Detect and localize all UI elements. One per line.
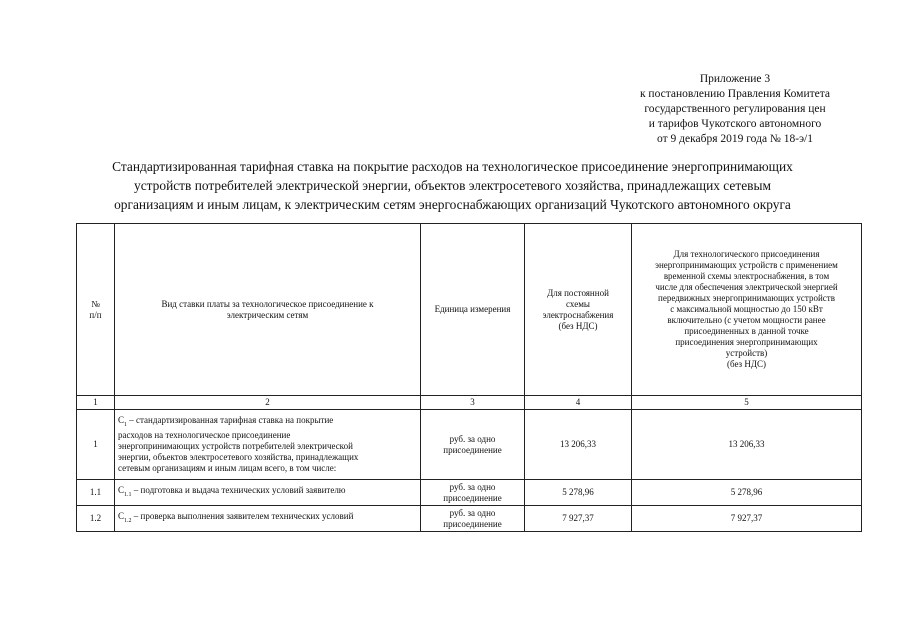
column-number: 1 bbox=[77, 396, 115, 410]
header-permanent-scheme: Для постоянной схемы электроснабжения (без НДС) bbox=[525, 224, 632, 396]
appendix-line: к постановлению Правления Комитета bbox=[639, 88, 831, 100]
column-number-row bbox=[77, 396, 862, 410]
appendix-line: и тарифов Чукотского автономного bbox=[648, 118, 822, 130]
tariff-table bbox=[76, 223, 862, 532]
row-temporary-value: 5 278,96 bbox=[632, 480, 862, 506]
row-unit: руб. за одно присоединение bbox=[421, 480, 525, 506]
row-num: 1.1 bbox=[77, 480, 115, 506]
row-temporary-value: 13 206,33 bbox=[632, 410, 862, 480]
row-permanent-value: 5 278,96 bbox=[525, 480, 632, 506]
title-line: Стандартизированная тарифная ставка на покрытие расходов на технологическое присоединение энергопринимающих bbox=[112, 159, 793, 174]
row-description: $С_{1.1}$ – подготовка и выдача технических условий заявителю bbox=[115, 480, 421, 506]
title-line: устройств потребителей электрической энергии, объектов электросетевого хозяйства, принадлежащих сетевым bbox=[134, 178, 771, 193]
column-number: 3 bbox=[421, 396, 525, 410]
title-line: организациям и иным лицам, к электрическим сетям энергоснабжающих организаций Чукотского автономного округа bbox=[114, 197, 791, 212]
appendix-date: от 9 декабря 2019 года № 18-э/1 bbox=[657, 133, 813, 145]
row-permanent-value: 13 206,33 bbox=[525, 410, 632, 480]
row-unit: руб. за одно присоединение bbox=[421, 506, 525, 532]
row-description: $С_{1.2}$ – проверка выполнения заявителем технических условий bbox=[115, 506, 421, 532]
column-number: 5 bbox=[632, 396, 862, 410]
header-unit: Единица измерения bbox=[421, 224, 525, 396]
header-temporary-scheme: Для технологического присоединения энергопринимающих устройств с применением временной схемы электроснабжения, в том числе для обеспечения электрической энергией передвижных энергопринимающих устройств с максимальной мощностью до 150 кВт включительно (с учетом мощности ранее присоединенных в данной точке присоединения энергопринимающих устройств) (без НДС) bbox=[632, 224, 862, 396]
header-rate-type: Вид ставки платы за технологическое присоединение к электрическим сетям bbox=[115, 224, 421, 396]
row-temporary-value: 7 927,37 bbox=[632, 506, 862, 532]
column-number: 4 bbox=[525, 396, 632, 410]
row-num: 1 bbox=[77, 410, 115, 480]
document-title bbox=[40, 157, 865, 214]
header-num: № п/п bbox=[77, 224, 115, 396]
row-description: $С_1$ – стандартизированная тарифная ставка на покрытие расходов на технологическое присоединение энергопринимающих устройств потребителей электрической энергии, объектов электросетевого хозяйства, принадлежащих сетевым организациям и иным лицам всего, в том числе: bbox=[115, 410, 421, 480]
column-number: 2 bbox=[115, 396, 421, 410]
row-permanent-value: 7 927,37 bbox=[525, 506, 632, 532]
appendix-line: государственного регулирования цен bbox=[644, 103, 826, 115]
table-row bbox=[77, 506, 862, 532]
table-row bbox=[77, 410, 862, 480]
row-unit: руб. за одно присоединение bbox=[421, 410, 525, 480]
appendix-number: Приложение 3 bbox=[699, 73, 771, 85]
row-num: 1.2 bbox=[77, 506, 115, 532]
table-row bbox=[77, 480, 862, 506]
table-header-row bbox=[77, 224, 862, 396]
appendix-header bbox=[600, 72, 870, 147]
